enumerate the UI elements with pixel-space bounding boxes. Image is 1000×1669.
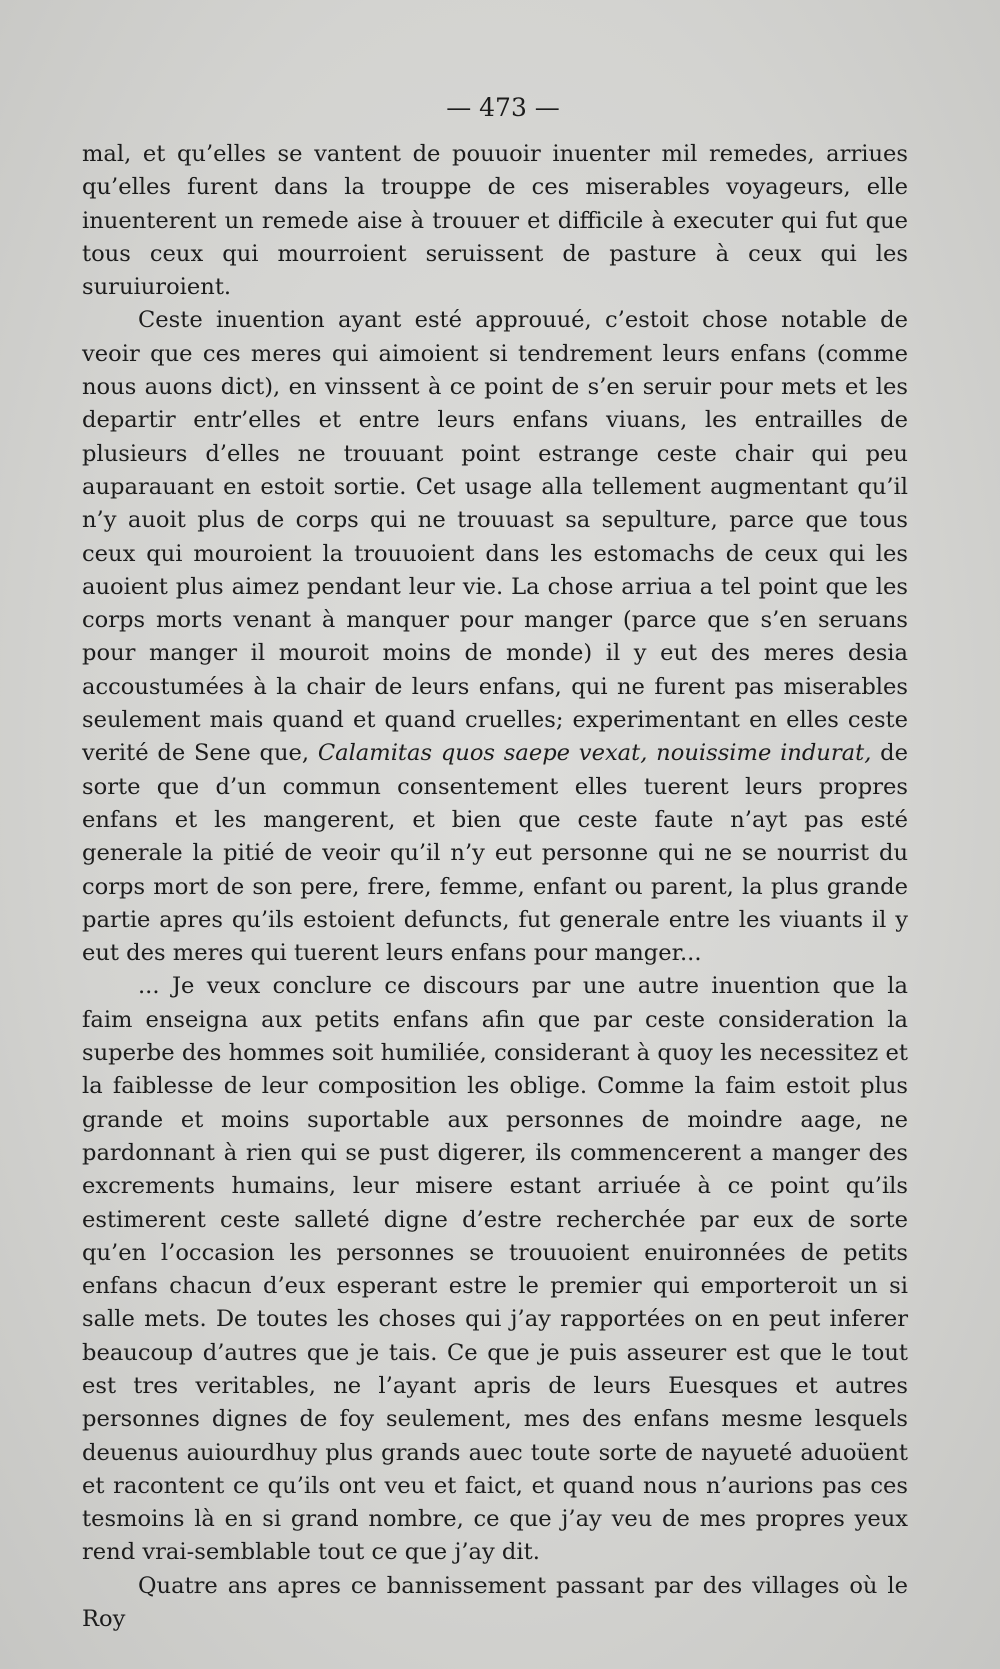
- paragraph: [82, 138, 908, 304]
- paragraph: [82, 1570, 908, 1637]
- paragraph-text: Quatre ans apres ce bannissement passant par des villages où le Roy: [82, 1572, 908, 1633]
- paragraph-text: ... Je veux conclure ce discours par une autre inuention que la faim enseigna aux petits enfans afin que par ceste consideration la superbe des hommes soit humiliée, considerant à quoy les necessitez et la faiblesse de leur composition les oblige. Comme la faim estoit plus grande et moins suportable aux personnes de moindre aage, ne pardonnant à rien qui se pust digerer, ils commencerent a manger des excrements humains, leur misere estant arriuée à ce point qu’ils estimerent ceste salleté digne d’estre recherchée par eux de sorte qu’en l’occasion les personnes se trouuoient enuironnées de petits enfans chacun d’eux esperant estre le premier qui emporteroit un si salle mets. De toutes les choses qui j’ay rapportées on en peut inferer beaucoup d’autres que je tais. Ce que je puis asseurer est que le tout est tres veritables, ne l’ayant apris de leurs Euesques et autres personnes dignes de foy seulement, mes des enfans mesme lesquels deuenus auiourdhuy plus grands auec toute sorte de nayueté aduoüent et racontent ce qu’ils ont veu et faict, et quand nous n’aurions pas ces tesmoins là en si grand nombre, ce que j’ay veu de mes propres yeux rend vrai-semblable tout ce que j’ay dit.: [82, 973, 908, 1566]
- paragraph: [82, 970, 908, 1569]
- page-number: — 473 —: [446, 93, 560, 122]
- body-text: [82, 138, 908, 1636]
- italic-quotation: Calamitas quos saepe vexat, nouissime indurat,: [317, 740, 872, 767]
- paragraph-text: Ceste inuention ayant esté approuué, c’estoit chose notable de veoir que ces meres qui aimoient si tendrement leurs enfans (comme nous auons dict), en vinssent à ce point de s’en seruir pour mets et les departir entr’elles et entre leurs enfans viuans, les entrailles de plusieurs d’elles ne trouuant point estrange ceste chair qui peu auparauant en estoit sortie. Cet usage alla tellement augmentant qu’il n’y auoit plus de corps qui ne trouuast sa sepulture, parce que tous ceux qui mouroient la trouuoient dans les estomachs de ceux qui les auoient plus aimez pendant leur vie. La chose arriua a tel point que les corps morts venant à manquer pour manger (parce que s’en seruans pour manger il mouroit moins de monde) il y eut des meres desia accoustumées à la chair de leurs enfans, qui ne furent pas miserables seulement mais quand et quand cruelles; experimentant en elles ceste verité de Sene que,: [82, 307, 908, 767]
- paragraph-text: mal, et qu’elles se vantent de pouuoir inuenter mil remedes, arriues qu’elles furent dans la trouppe de ces miserables voyageurs, elle inuenterent un remede aise à trouuer et difficile à executer qui fut que tous ceux qui mourroient seruissent de pasture à ceux qui les suruiuroient.: [82, 141, 908, 301]
- paragraph: [82, 304, 908, 970]
- paragraph-text: de sorte que d’un commun consentement elles tuerent leurs propres enfans et les mangerent, et bien que ceste faute n’ayt pas esté generale la pitié de veoir qu’il n’y eut personne qui ne se nourrist du corps mort de son pere, frere, femme, enfant ou parent, la plus grande partie apres qu’ils estoient defuncts, fut generale entre les viuants il y eut des meres qui tuerent leurs enfans pour manger...: [82, 740, 908, 967]
